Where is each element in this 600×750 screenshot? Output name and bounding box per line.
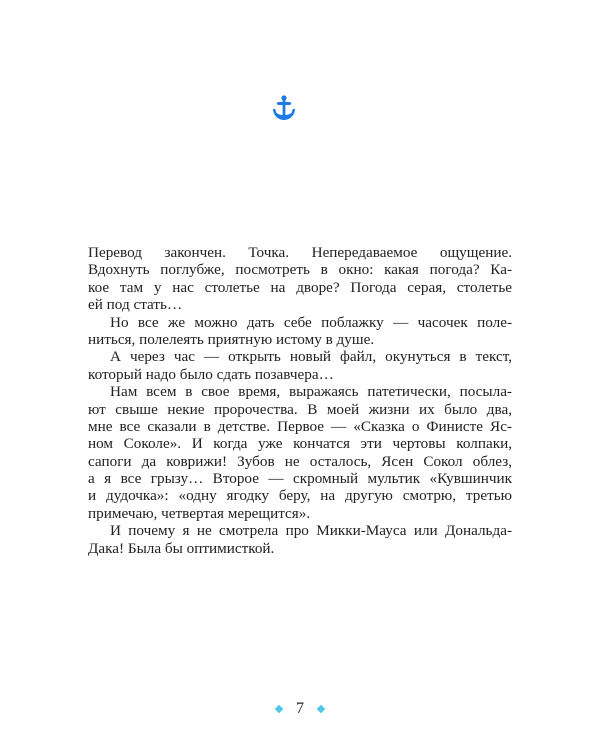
page-footer: [0, 700, 600, 718]
text-line: Перевод закончен. Точка. Непередаваемое ощущение.: [88, 244, 512, 261]
paragraph: [88, 383, 512, 522]
text-line: и дудочка»: «одну ягодку беру, на другую смотрю, третью: [88, 487, 512, 505]
paragraph: [88, 314, 512, 349]
anchor-ornament-icon: [271, 94, 297, 122]
text-line: Нам всем в свое время, выражаясь патетически, посыла-: [110, 383, 512, 401]
page-number: 7: [296, 700, 304, 717]
text-line: который надо было сдать позавчера…: [88, 365, 334, 383]
diamond-ornament-icon: [275, 705, 283, 713]
text-line: кое там у нас столетье на дворе? Погода серая, столетье: [88, 278, 512, 296]
text-line: сапоги да коврижи! Зубов не осталось, Ясен Сокол облез,: [88, 452, 512, 470]
text-line: ном Соколе». И когда уже кончатся эти чертовы колпаки,: [88, 435, 512, 453]
paragraph: [88, 348, 512, 383]
text-line: ниться, полелеять приятную истому в душе.: [88, 330, 375, 348]
text-line: ют свыше некие пророчества. В моей жизни их было два,: [88, 400, 512, 418]
text-line: мне все сказали в детстве. Первое — «Сказка о Финисте Яс-: [88, 417, 512, 435]
text-line: А через час — открыть новый файл, окунуться в текст,: [110, 348, 512, 366]
text-line: а я все грызу… Второе — скромный мультик «Кувшинчик: [88, 470, 512, 488]
text-line: Дака! Была бы оптимисткой.: [88, 539, 275, 557]
diamond-ornament-icon: [317, 705, 325, 713]
paragraph: [88, 522, 512, 557]
body-text: [88, 244, 512, 557]
text-line: И почему я не смотрела про Микки-Мауса или Дональда-: [110, 522, 512, 540]
text-line: Вдохнуть поглубже, посмотреть в окно: какая погода? Ка-: [88, 261, 512, 279]
paragraph: [88, 244, 512, 314]
text-line: ей под стать…: [88, 296, 183, 314]
text-line: Но все же можно дать себе поблажку — часочек поле-: [110, 313, 512, 331]
text-line: примечаю, четвертая мерещится».: [88, 504, 311, 522]
